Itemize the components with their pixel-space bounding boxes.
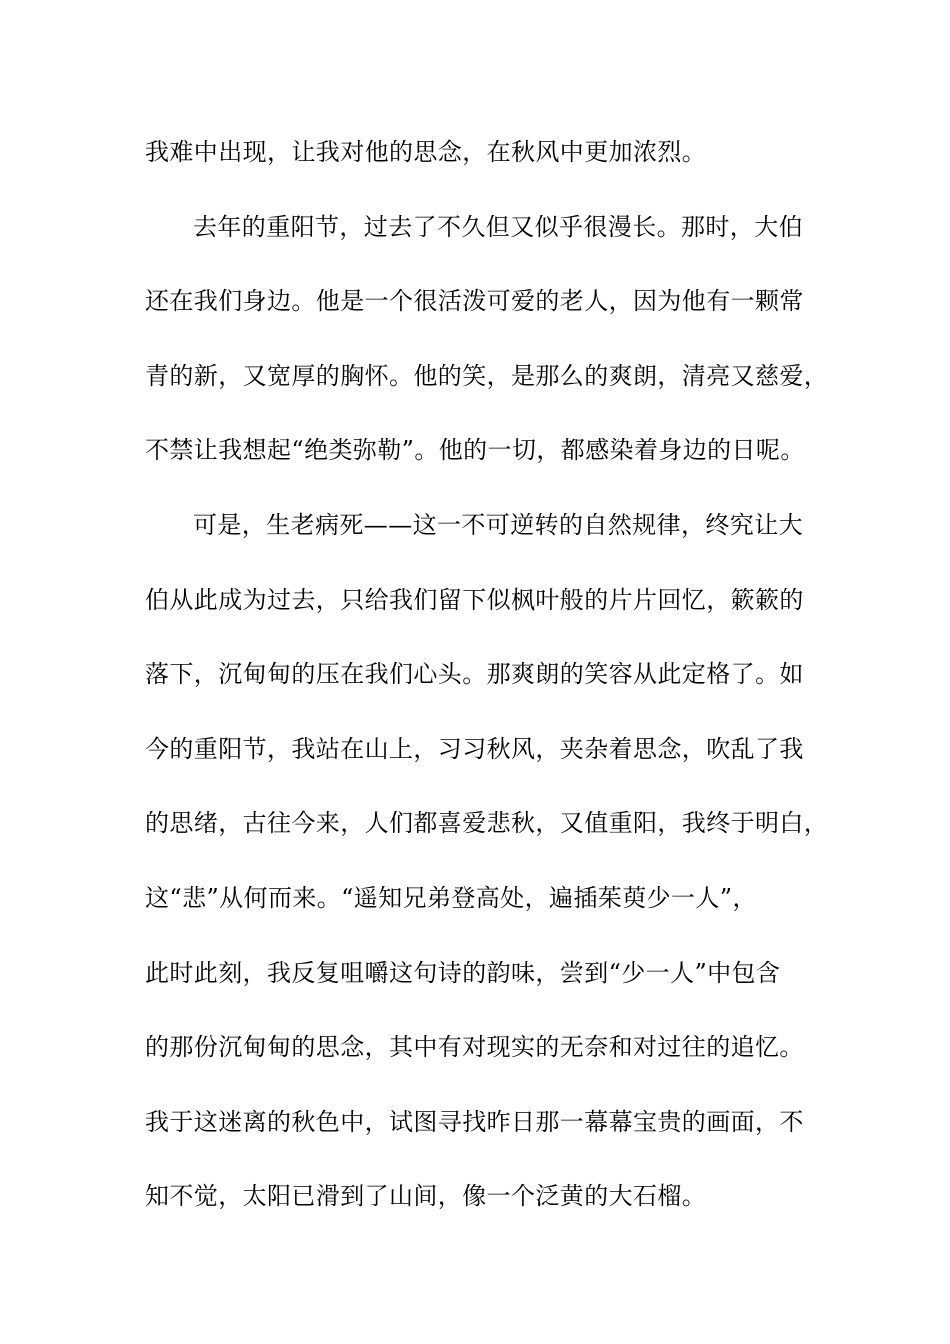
text-line-13: 的那份沉甸甸的思念，其中有对现实的无奈和对过往的追忆。 [145, 1033, 804, 1062]
essay-text [145, 127, 829, 1246]
text-line-8: 落下，沉甸甸的压在我们心头。那爽朗的笑容从此定格了。如 [145, 660, 804, 689]
text-line-5: 不禁让我想起“绝类弥勒”。他的一切，都感染着身边的日呢。 [145, 436, 805, 465]
text-line-2: 去年的重阳节，过去了不久但又似乎很漫长。那时，大伯 [193, 212, 803, 241]
text-line-3: 还在我们身边。他是一个很活泼可爱的老人，因为他有一颗常 [145, 287, 804, 316]
text-line-11: 这“悲”从何而来。“遥知兄弟登高处，遍插茱萸少一人”， [145, 883, 757, 912]
text-line-12: 此时此刻，我反复咀嚼这句诗的韵味，尝到“少一人”中包含 [145, 958, 781, 987]
text-line-15: 知不觉，太阳已滑到了山间，像一个泛黄的大石榴。 [145, 1182, 707, 1211]
text-line-9: 今的重阳节，我站在山上，习习秋风，夹杂着思念，吹乱了我 [145, 734, 804, 763]
text-line-4: 青的新，又宽厚的胸怀。他的笑，是那么的爽朗，清亮又慈爱， [145, 361, 829, 390]
text-line-6: 可是，生老病死——这一不可逆转的自然规律，终究让大 [193, 510, 803, 539]
text-line-1: 我难中出现，让我对他的思念，在秋风中更加浓烈。 [145, 138, 707, 166]
text-line-10: 的思绪，古往今来，人们都喜爱悲秋，又值重阳，我终于明白， [145, 809, 829, 838]
text-line-14: 我于这迷离的秋色中，试图寻找昨日那一幕幕宝贵的画面，不 [145, 1107, 804, 1136]
text-line-7: 伯从此成为过去，只给我们留下似枫叶般的片片回忆，簌簌的 [145, 585, 804, 614]
